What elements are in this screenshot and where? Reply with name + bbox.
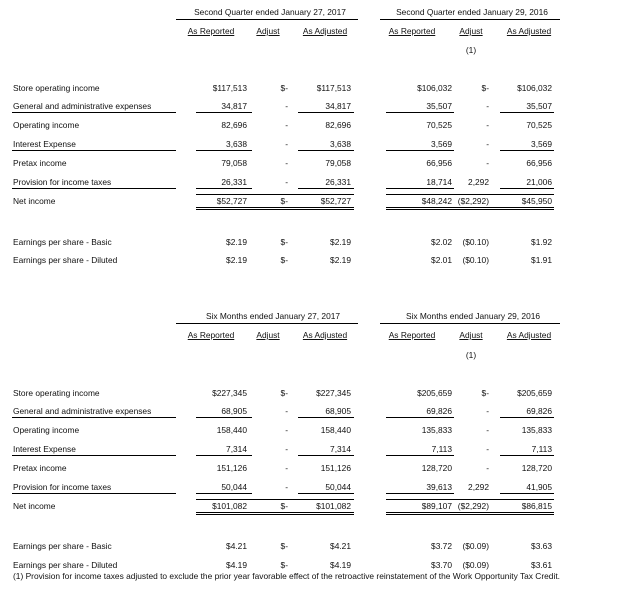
subtotal-rule (386, 493, 454, 494)
cell-value: $48,242 (421, 196, 452, 206)
cell-value: $227,345 (316, 388, 351, 398)
cell-value: 2,292 (468, 177, 489, 187)
cell-value: - (285, 444, 288, 454)
subtotal-rule (298, 112, 354, 113)
cell-value: 7,314 (226, 444, 247, 454)
cell-value: 128,720 (521, 463, 552, 473)
column-header: Adjust (256, 26, 280, 36)
cell-value: 151,126 (216, 463, 247, 473)
cell-value: $3.70 (431, 560, 452, 570)
cell-value: $1.91 (531, 255, 552, 265)
period-header-prior: Six Months ended January 29, 2016 (405, 311, 541, 321)
row-label: Store operating income (13, 388, 100, 398)
footnote-text: (1) Provision for income taxes adjusted to exclude the prior year favorable effect of the retroactive reinstatement of the Work Opportunity Tax Credit. (13, 571, 560, 581)
column-header: As Reported (388, 26, 436, 36)
cell-value: - (285, 406, 288, 416)
column-header: As Reported (187, 330, 235, 340)
cell-value: 41,905 (526, 482, 552, 492)
period-rule-current (176, 19, 358, 20)
net-income-double-rule (386, 512, 554, 515)
column-header: As Adjusted (302, 26, 348, 36)
cell-value: ($2,292) (457, 501, 489, 511)
cell-value: $45,950 (521, 196, 552, 206)
cell-value: $- (280, 541, 288, 551)
cell-value: 3,638 (226, 139, 247, 149)
cell-value: 3,569 (531, 139, 552, 149)
cell-value: 79,058 (325, 158, 351, 168)
net-income-top-rule (196, 194, 354, 195)
cell-value: $205,659 (517, 388, 552, 398)
subtotal-rule (196, 112, 252, 113)
row-label: Store operating income (13, 83, 100, 93)
subtotal-rule (196, 150, 252, 151)
cell-value: 70,525 (426, 120, 452, 130)
cell-value: $4.21 (226, 541, 247, 551)
cell-value: $117,513 (316, 83, 351, 93)
period-rule-prior (380, 19, 560, 20)
cell-value: $106,032 (417, 83, 452, 93)
row-label: Interest Expense (13, 444, 76, 454)
cell-value: 3,638 (330, 139, 351, 149)
row-label: Earnings per share - Basic (13, 541, 112, 551)
subtotal-rule (500, 188, 554, 189)
cell-value: 34,817 (221, 101, 247, 111)
column-header: As Adjusted (506, 26, 552, 36)
net-income-double-rule (386, 207, 554, 210)
cell-value: $52,727 (320, 196, 351, 206)
column-header: Adjust (459, 330, 483, 340)
cell-value: $52,727 (216, 196, 247, 206)
cell-value: - (285, 463, 288, 473)
cell-value: 39,613 (426, 482, 452, 492)
cell-value: 68,905 (325, 406, 351, 416)
row-label: Pretax income (13, 463, 67, 473)
cell-value: $4.19 (330, 560, 351, 570)
period-rule-current (176, 323, 358, 324)
cell-value: $- (280, 501, 288, 511)
cell-value: - (486, 406, 489, 416)
cell-value: 69,826 (526, 406, 552, 416)
cell-value: $- (280, 388, 288, 398)
subtotal-rule (12, 188, 176, 189)
column-header: As Adjusted (302, 330, 348, 340)
cell-value: 50,044 (221, 482, 247, 492)
cell-value: 66,956 (526, 158, 552, 168)
footnote-marker: (1) (465, 45, 477, 55)
subtotal-rule (298, 417, 354, 418)
cell-value: $- (481, 388, 489, 398)
period-header-current: Six Months ended January 27, 2017 (205, 311, 341, 321)
subtotal-rule (500, 112, 554, 113)
cell-value: 3,569 (431, 139, 452, 149)
subtotal-rule (298, 150, 354, 151)
cell-value: - (486, 139, 489, 149)
column-header: Adjust (256, 330, 280, 340)
cell-value: $3.61 (531, 560, 552, 570)
cell-value: - (486, 444, 489, 454)
cell-value: $2.19 (226, 237, 247, 247)
row-label: General and administrative expenses (13, 406, 152, 416)
column-header: As Reported (187, 26, 235, 36)
cell-value: 35,507 (426, 101, 452, 111)
subtotal-rule (298, 188, 354, 189)
column-header: Adjust (459, 26, 483, 36)
cell-value: $101,082 (212, 501, 247, 511)
subtotal-rule (386, 455, 454, 456)
cell-value: ($0.09) (462, 541, 489, 551)
period-header-current: Second Quarter ended January 27, 2017 (194, 7, 346, 17)
cell-value: 135,833 (521, 425, 552, 435)
period-header-prior: Second Quarter ended January 29, 2016 (396, 7, 548, 17)
net-income-top-rule (386, 499, 554, 500)
cell-value: 7,314 (330, 444, 351, 454)
row-label: Operating income (13, 120, 80, 130)
net-income-top-rule (386, 194, 554, 195)
cell-value: ($0.10) (462, 255, 489, 265)
row-label: Provision for income taxes (13, 482, 112, 492)
cell-value: - (486, 101, 489, 111)
row-label: General and administrative expenses (13, 101, 152, 111)
cell-value: $2.02 (431, 237, 452, 247)
cell-value: - (285, 139, 288, 149)
cell-value: 79,058 (221, 158, 247, 168)
cell-value: - (486, 425, 489, 435)
subtotal-rule (12, 112, 176, 113)
row-label: Earnings per share - Basic (13, 237, 112, 247)
column-header: As Reported (388, 330, 436, 340)
cell-value: 128,720 (421, 463, 452, 473)
cell-value: 7,113 (531, 444, 552, 454)
cell-value: $101,082 (316, 501, 351, 511)
row-label: Earnings per share - Diluted (13, 255, 118, 265)
cell-value: 50,044 (325, 482, 351, 492)
cell-value: $2.19 (330, 255, 351, 265)
row-label: Interest Expense (13, 139, 76, 149)
cell-value: 7,113 (431, 444, 452, 454)
subtotal-rule (196, 417, 252, 418)
cell-value: $106,032 (517, 83, 552, 93)
cell-value: 68,905 (221, 406, 247, 416)
cell-value: $1.92 (531, 237, 552, 247)
subtotal-rule (386, 188, 454, 189)
subtotal-rule (386, 417, 454, 418)
cell-value: $- (481, 83, 489, 93)
cell-value: - (285, 101, 288, 111)
cell-value: $- (280, 237, 288, 247)
subtotal-rule (12, 455, 176, 456)
row-label: Provision for income taxes (13, 177, 112, 187)
row-label: Earnings per share - Diluted (13, 560, 118, 570)
cell-value: $2.19 (330, 237, 351, 247)
cell-value: - (285, 177, 288, 187)
cell-value: 66,956 (426, 158, 452, 168)
row-label: Operating income (13, 425, 80, 435)
cell-value: $86,815 (521, 501, 552, 511)
cell-value: 34,817 (325, 101, 351, 111)
cell-value: $89,107 (421, 501, 452, 511)
cell-value: 26,331 (221, 177, 247, 187)
cell-value: 18,714 (426, 177, 452, 187)
subtotal-rule (196, 493, 252, 494)
cell-value: 69,826 (426, 406, 452, 416)
net-income-top-rule (196, 499, 354, 500)
subtotal-rule (500, 417, 554, 418)
footnote-marker: (1) (465, 350, 477, 360)
cell-value: - (285, 482, 288, 492)
cell-value: - (285, 120, 288, 130)
cell-value: - (285, 425, 288, 435)
subtotal-rule (196, 188, 252, 189)
net-income-double-rule (196, 207, 354, 210)
cell-value: $- (280, 83, 288, 93)
subtotal-rule (12, 417, 176, 418)
column-header: As Adjusted (506, 330, 552, 340)
cell-value: $2.19 (226, 255, 247, 265)
cell-value: - (285, 158, 288, 168)
cell-value: 158,440 (320, 425, 351, 435)
cell-value: $117,513 (212, 83, 247, 93)
cell-value: - (486, 120, 489, 130)
cell-value: $- (280, 196, 288, 206)
cell-value: 21,006 (526, 177, 552, 187)
cell-value: $- (280, 255, 288, 265)
cell-value: 151,126 (320, 463, 351, 473)
cell-value: 158,440 (216, 425, 247, 435)
cell-value: $3.72 (431, 541, 452, 551)
row-label: Net income (13, 196, 56, 206)
subtotal-rule (298, 455, 354, 456)
cell-value: ($0.10) (462, 237, 489, 247)
cell-value: 70,525 (526, 120, 552, 130)
subtotal-rule (500, 493, 554, 494)
cell-value: ($2,292) (457, 196, 489, 206)
cell-value: 2,292 (468, 482, 489, 492)
subtotal-rule (12, 493, 176, 494)
cell-value: $205,659 (417, 388, 452, 398)
subtotal-rule (500, 150, 554, 151)
subtotal-rule (386, 112, 454, 113)
cell-value: $227,345 (212, 388, 247, 398)
net-income-double-rule (196, 512, 354, 515)
subtotal-rule (12, 150, 176, 151)
cell-value: - (486, 463, 489, 473)
cell-value: $- (280, 560, 288, 570)
subtotal-rule (196, 455, 252, 456)
cell-value: 82,696 (221, 120, 247, 130)
period-rule-prior (380, 323, 560, 324)
subtotal-rule (386, 150, 454, 151)
cell-value: ($0.09) (462, 560, 489, 570)
cell-value: - (486, 158, 489, 168)
cell-value: 35,507 (526, 101, 552, 111)
cell-value: 135,833 (421, 425, 452, 435)
cell-value: $4.19 (226, 560, 247, 570)
cell-value: 82,696 (325, 120, 351, 130)
row-label: Pretax income (13, 158, 67, 168)
subtotal-rule (500, 455, 554, 456)
cell-value: $3.63 (531, 541, 552, 551)
cell-value: $4.21 (330, 541, 351, 551)
row-label: Net income (13, 501, 56, 511)
cell-value: $2.01 (431, 255, 452, 265)
cell-value: 26,331 (325, 177, 351, 187)
subtotal-rule (298, 493, 354, 494)
